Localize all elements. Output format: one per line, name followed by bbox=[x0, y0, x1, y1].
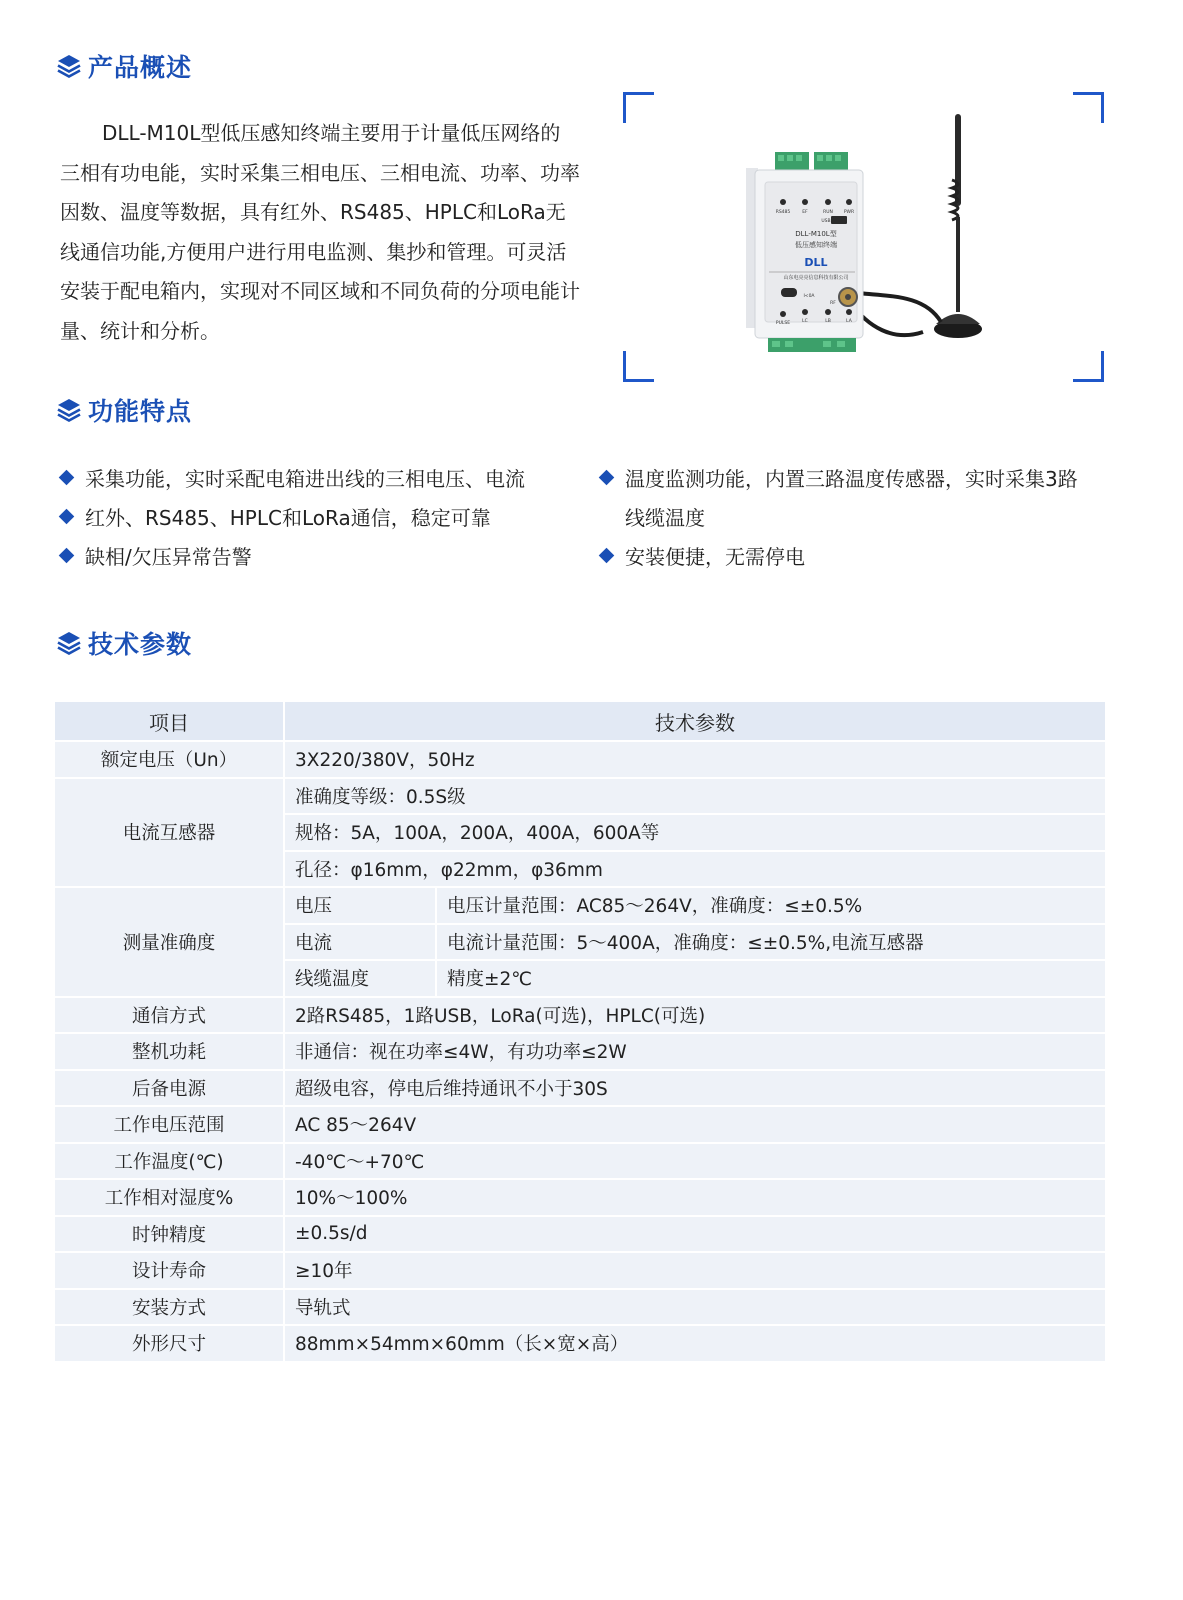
specs-title-text: 技术参数 bbox=[88, 630, 193, 659]
overview-paragraph: DLL-M10L型低压感知终端主要用于计量低压网络的三相有功电能，实时采集三相电压、三相电流、功率、功率因数、温度等数据，具有红外、RS485、HPLC和LoRa无线通信功能,方便用户进行用电监测、集抄和管理。可灵活安装于配电箱内，实现对不同区域和不同负荷的分项电能计量、统计和分析。 bbox=[60, 121, 580, 343]
led-label: PULSE bbox=[775, 321, 791, 326]
table-label-cell: 测量准确度 bbox=[54, 887, 284, 997]
diamond-bullet-icon bbox=[57, 538, 85, 577]
table-value-cell: 精度±2℃ bbox=[436, 960, 1106, 997]
table-row bbox=[54, 997, 1106, 1034]
feature-item bbox=[57, 538, 577, 577]
table-label-cell: 额定电压（Un） bbox=[54, 741, 284, 778]
feature-item bbox=[57, 499, 577, 538]
table-value-cell: 88mm×54mm×60mm（长×宽×高） bbox=[284, 1325, 1106, 1362]
table-row bbox=[54, 778, 1106, 815]
diamond-bullet-icon bbox=[57, 460, 85, 499]
device-label: I<0A bbox=[803, 294, 815, 299]
table-label-cell: 工作相对湿度% bbox=[54, 1179, 284, 1216]
table-row bbox=[54, 1033, 1106, 1070]
table-row bbox=[54, 1179, 1106, 1216]
table-header-cell: 项目 bbox=[54, 701, 284, 741]
layers-icon bbox=[56, 630, 82, 656]
feature-text: 安装便捷，无需停电 bbox=[625, 545, 805, 569]
device-logo: DLL bbox=[804, 256, 828, 269]
table-row bbox=[54, 887, 1106, 924]
table-row bbox=[54, 1143, 1106, 1180]
table-label-cell: 后备电源 bbox=[54, 1070, 284, 1107]
device-model: DLL-M10L型 bbox=[795, 230, 837, 238]
table-sub-label-cell: 电压 bbox=[284, 887, 436, 924]
feature-item bbox=[597, 538, 1082, 577]
table-label-cell: 设计寿命 bbox=[54, 1252, 284, 1289]
table-row bbox=[54, 1216, 1106, 1253]
feature-text: 缺相/欠压异常告警 bbox=[85, 545, 252, 569]
features-left bbox=[57, 460, 577, 577]
device-name: 低压感知终端 bbox=[795, 241, 837, 249]
feature-text: 红外、RS485、HPLC和LoRa通信，稳定可靠 bbox=[85, 506, 491, 530]
table-label-cell: 通信方式 bbox=[54, 997, 284, 1034]
product-photo bbox=[623, 92, 1104, 382]
product-image-frame bbox=[623, 92, 1104, 382]
table-row bbox=[54, 1252, 1106, 1289]
features-right bbox=[597, 460, 1082, 577]
table-value-cell: 10%～100% bbox=[284, 1179, 1106, 1216]
feature-item bbox=[57, 460, 577, 499]
table-label-cell: 电流互感器 bbox=[54, 778, 284, 888]
feature-text: 温度监测功能，内置三路温度传感器，实时采集3路线缆温度 bbox=[625, 467, 1078, 530]
table-row bbox=[54, 741, 1106, 778]
specs-title bbox=[56, 625, 192, 661]
table-row bbox=[54, 1289, 1106, 1326]
diamond-bullet-icon bbox=[597, 460, 625, 538]
table-value-cell: AC 85～264V bbox=[284, 1106, 1106, 1143]
table-row bbox=[54, 1325, 1106, 1362]
features-title-text: 功能特点 bbox=[88, 397, 193, 426]
table-value-cell: 超级电容，停电后维持通讯不小于30S bbox=[284, 1070, 1106, 1107]
table-label-cell: 时钟精度 bbox=[54, 1216, 284, 1253]
table-value-cell: -40℃～+70℃ bbox=[284, 1143, 1106, 1180]
led-label: RS485 bbox=[775, 210, 791, 215]
antenna bbox=[850, 114, 982, 338]
layers-icon bbox=[56, 53, 82, 79]
table-value-cell: 非通信：视在功率≤4W，有功功率≤2W bbox=[284, 1033, 1106, 1070]
device-label: RF bbox=[830, 301, 836, 306]
feature-text: 采集功能，实时采配电箱进出线的三相电压、电流 bbox=[85, 467, 525, 491]
led-label: PWR bbox=[843, 210, 855, 215]
table-value-cell: ≥10年 bbox=[284, 1252, 1106, 1289]
table-label-cell: 工作温度(℃) bbox=[54, 1143, 284, 1180]
usb-label: USB bbox=[821, 219, 831, 224]
led-label: LA bbox=[846, 319, 852, 324]
feature-item bbox=[597, 460, 1082, 538]
table-row bbox=[54, 1106, 1106, 1143]
led-label: EF bbox=[802, 210, 808, 215]
table-value-cell: 电压计量范围：AC85～264V，准确度：≤±0.5% bbox=[436, 887, 1106, 924]
table-value-cell: 准确度等级：0.5S级 bbox=[284, 778, 1106, 815]
table-label-cell: 整机功耗 bbox=[54, 1033, 284, 1070]
table-value-cell: 导轨式 bbox=[284, 1289, 1106, 1326]
layers-icon bbox=[56, 397, 82, 423]
overview-title-text: 产品概述 bbox=[88, 53, 193, 82]
table-label-cell: 外形尺寸 bbox=[54, 1325, 284, 1362]
table-header-cell: 技术参数 bbox=[284, 701, 1106, 741]
table-value-cell: 2路RS485，1路USB，LoRa(可选)，HPLC(可选) bbox=[284, 997, 1106, 1034]
table-sub-label-cell: 电流 bbox=[284, 924, 436, 961]
table-sub-label-cell: 线缆温度 bbox=[284, 960, 436, 997]
led-label: LB bbox=[825, 319, 831, 324]
table-header-row bbox=[54, 701, 1106, 741]
led-label: LC bbox=[802, 319, 808, 324]
features-title bbox=[56, 392, 192, 428]
table-label-cell: 安装方式 bbox=[54, 1289, 284, 1326]
table-label-cell: 工作电压范围 bbox=[54, 1106, 284, 1143]
diamond-bullet-icon bbox=[57, 499, 85, 538]
diamond-bullet-icon bbox=[597, 538, 625, 577]
overview-title bbox=[56, 48, 192, 84]
table-row bbox=[54, 1070, 1106, 1107]
device-company: 山东电亮亮信息科技有限公司 bbox=[783, 275, 849, 281]
table-value-cell: ±0.5s/d bbox=[284, 1216, 1106, 1253]
table-value-cell: 3X220/380V，50Hz bbox=[284, 741, 1106, 778]
spec-table bbox=[53, 700, 1107, 1363]
led-label: RUN bbox=[823, 210, 833, 215]
table-value-cell: 电流计量范围：5～400A，准确度：≤±0.5%,电流互感器 bbox=[436, 924, 1106, 961]
table-value-cell: 孔径：φ16mm，φ22mm，φ36mm bbox=[284, 851, 1106, 888]
table-value-cell: 规格：5A，100A，200A，400A，600A等 bbox=[284, 814, 1106, 851]
